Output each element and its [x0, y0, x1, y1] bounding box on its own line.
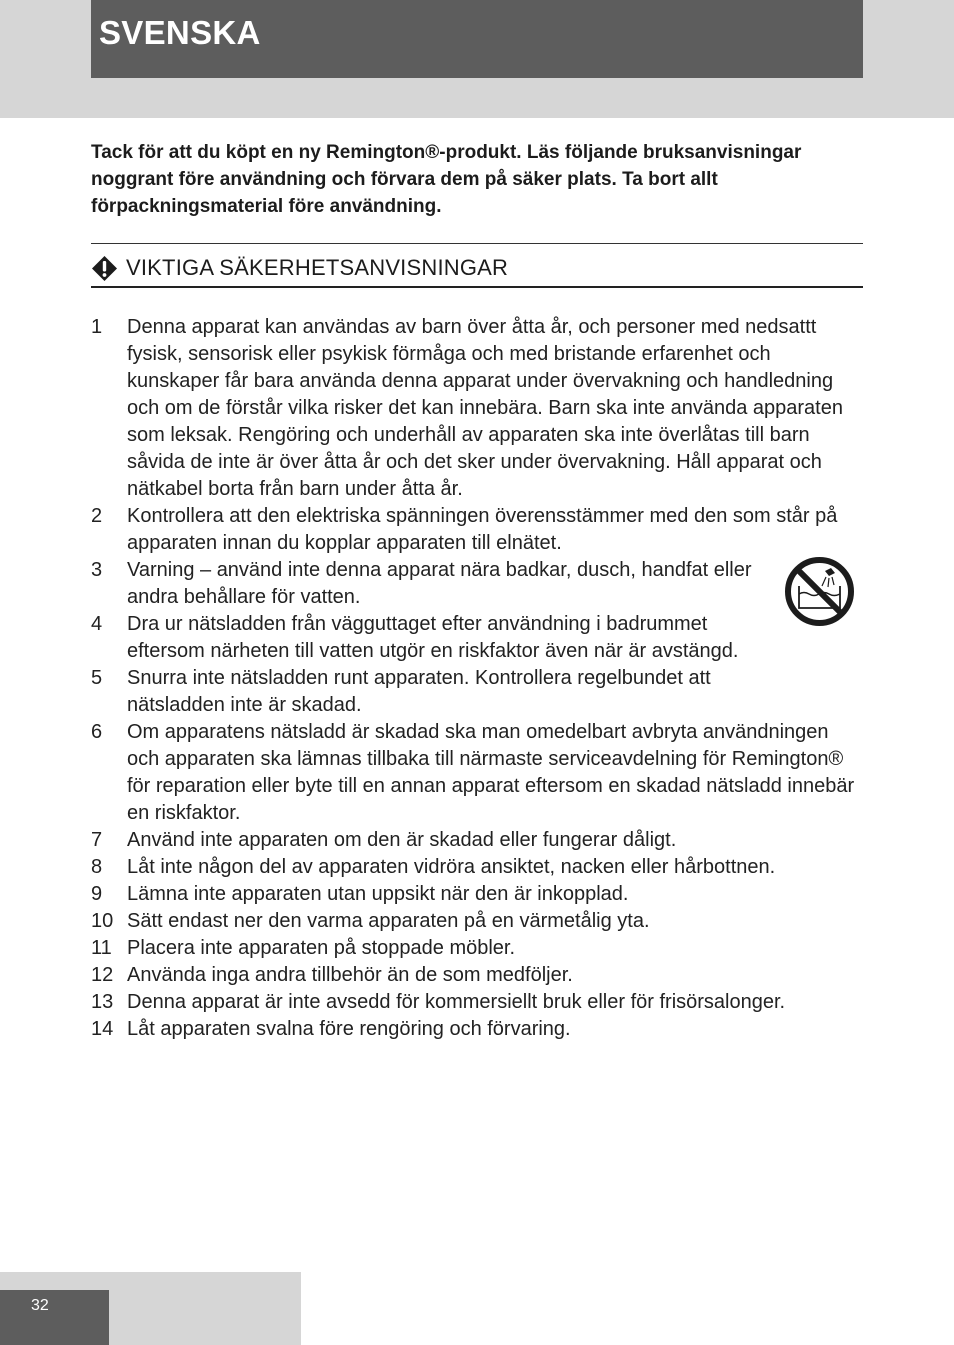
- list-item: [91, 854, 863, 881]
- list-item: [91, 962, 863, 989]
- list-item: [91, 314, 863, 503]
- title-bar: [91, 0, 863, 78]
- list-item: [91, 1016, 863, 1043]
- item-number: 13: [91, 991, 114, 1013]
- section-divider-top: [91, 243, 863, 244]
- item-number: 9: [91, 883, 103, 905]
- item-text: Denna apparat är inte avsedd för kommersiellt bruk eller för frisörsalonger.: [127, 991, 786, 1013]
- no-water-icon: [784, 556, 855, 627]
- item-text: Om apparatens nätsladd är skadad ska man omedelbart avbryta användningen och apparaten ska lämnas tillbaka till närmaste serviceavdelning för Remington® för reparation eller byte till en annan apparat eftersom en skadad nätsladd innebär en riskfaktor.: [127, 721, 855, 824]
- item-number: 7: [91, 829, 103, 851]
- item-text: Denna apparat kan användas av barn över åtta år, och personer med nedsattt fysisk, sensorisk eller psykisk förmåga och med bristande erfarenhet och kunskaper får bara använda denna apparat under övervakning och handledning och om de förstår vilka risker det kan innebära. Barn ska inte använda apparaten som leksak. Rengöring och underhåll av apparaten ska inte överlåtas till barn såvida de inte är över åtta år och det sker under övervakning. Håll apparat och nätkabel borta från barn under åtta år.: [127, 316, 843, 500]
- item-text: Dra ur nätsladden från vägguttaget efter användning i badrummet eftersom närheten till vatten utgör en riskfaktor även när är avstängd.: [127, 613, 739, 662]
- item-number: 12: [91, 964, 114, 986]
- list-item: [91, 665, 863, 719]
- list-item: [91, 827, 863, 854]
- page-number-box: [0, 1290, 109, 1345]
- list-item: [91, 935, 863, 962]
- list-item: [91, 503, 863, 557]
- section-divider-bottom: [91, 286, 863, 288]
- item-text: Använd inte apparaten om den är skadad eller fungerar dåligt.: [127, 829, 677, 851]
- item-number: 4: [91, 613, 103, 635]
- section-heading: [91, 253, 508, 283]
- warning-icon: [91, 255, 118, 282]
- item-number: 6: [91, 721, 103, 743]
- item-text: Kontrollera att den elektriska spänningen överensstämmer med den som står på apparaten innan du kopplar apparaten till elnätet.: [127, 505, 838, 554]
- item-text: Låt inte någon del av apparaten vidröra ansiktet, nacken eller hårbottnen.: [127, 856, 776, 878]
- page-number: 32: [31, 1297, 49, 1314]
- list-item: [91, 611, 863, 665]
- item-number: 3: [91, 559, 103, 581]
- list-item: [91, 881, 863, 908]
- item-text: Låt apparaten svalna före rengöring och förvaring.: [127, 1018, 571, 1040]
- list-item: [91, 908, 863, 935]
- item-text: Använda inga andra tillbehör än de som medföljer.: [127, 964, 573, 986]
- item-number: 14: [91, 1018, 114, 1040]
- list-item: [91, 557, 863, 611]
- item-number: 5: [91, 667, 103, 689]
- intro-text: Tack för att du köpt en ny Remington®-produkt. Läs följande bruksanvisningar noggrant före användning och förvara dem på säker plats. Ta bort allt förpackningsmaterial före användning.: [91, 142, 802, 217]
- page-title: SVENSKA: [99, 14, 261, 51]
- item-number: 11: [91, 937, 112, 959]
- item-text: Lämna inte apparaten utan uppsikt när den är inkopplad.: [127, 883, 629, 905]
- item-number: 2: [91, 505, 103, 527]
- item-number: 10: [91, 910, 114, 932]
- list-item: [91, 719, 863, 827]
- item-number: 8: [91, 856, 103, 878]
- list-item: [91, 989, 863, 1016]
- section-title: VIKTIGA SÄKERHETSANVISNINGAR: [126, 255, 509, 280]
- item-text: Placera inte apparaten på stoppade möbler.: [127, 937, 516, 959]
- safety-list: [91, 314, 863, 1043]
- item-text: Varning – använd inte denna apparat nära badkar, dusch, handfat eller andra behållare för vatten.: [127, 559, 752, 608]
- item-text: Snurra inte nätsladden runt apparaten. Kontrollera regelbundet att nätsladden inte är skadad.: [127, 667, 711, 716]
- item-number: 1: [91, 316, 103, 338]
- item-text: Sätt endast ner den varma apparaten på en värmetålig yta.: [127, 910, 650, 932]
